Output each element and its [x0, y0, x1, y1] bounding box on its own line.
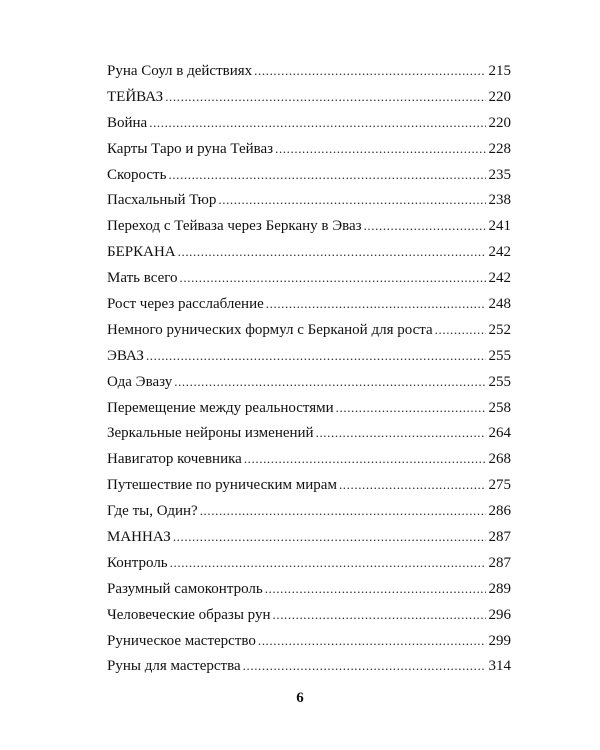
toc-entry-page: 220 [488, 88, 511, 105]
toc-entry-page: 289 [488, 580, 511, 597]
toc-entry-page: 287 [488, 554, 511, 571]
toc-entry[interactable] [107, 524, 511, 550]
toc-entry[interactable] [107, 162, 511, 188]
toc-entry[interactable] [107, 239, 511, 265]
dot-leader [244, 446, 486, 472]
toc-entry-title: Зеркальные нейроны изменений [107, 425, 314, 442]
dot-leader [275, 136, 485, 162]
toc-entry-page: 255 [488, 373, 511, 390]
toc-entry-title: Руны для мастерства [107, 658, 241, 675]
toc-entry[interactable] [107, 187, 511, 213]
toc-entry-page: 264 [488, 425, 511, 442]
toc-entry[interactable] [107, 84, 511, 110]
toc-entry-title: Руническое мастерство [107, 632, 256, 649]
toc-entry[interactable] [107, 136, 511, 162]
toc-entry[interactable] [107, 369, 511, 395]
dot-leader [165, 84, 485, 110]
toc-entry[interactable] [107, 110, 511, 136]
toc-entry-page: 286 [488, 503, 511, 520]
toc-entry-title: Мать всего [107, 270, 178, 287]
toc-entry-page: 287 [488, 529, 511, 546]
toc-entry[interactable] [107, 291, 511, 317]
dot-leader [336, 395, 486, 421]
dot-leader [146, 343, 486, 369]
toc-entry-page: 241 [488, 218, 511, 235]
toc-entry-page: 242 [488, 270, 511, 287]
toc-entry[interactable] [107, 653, 511, 679]
toc-entry-title: БЕРКАНА [107, 244, 176, 261]
toc-entry-title: Война [107, 114, 148, 131]
toc-entry-page: 242 [488, 244, 511, 261]
toc-entry-page: 235 [488, 166, 511, 183]
toc-entry-title: Перемещение между реальностями [107, 399, 334, 416]
toc-entry-page: 314 [488, 658, 511, 675]
toc-entry[interactable] [107, 213, 511, 239]
toc-entry-page: 296 [488, 606, 511, 623]
dot-leader [273, 602, 486, 628]
table-of-contents [107, 58, 511, 679]
dot-leader [316, 420, 486, 446]
toc-entry-title: Путешествие по руническим мирам [107, 477, 337, 494]
toc-entry-title: Рост через расслабление [107, 296, 264, 313]
toc-entry-page: 228 [488, 140, 511, 157]
toc-entry[interactable] [107, 628, 511, 654]
dot-leader [149, 110, 485, 136]
toc-entry-title: МАННАЗ [107, 529, 171, 546]
toc-entry-title: ТЕЙВАЗ [107, 88, 164, 105]
toc-entry-page: 275 [488, 477, 511, 494]
page-number: 6 [296, 690, 304, 706]
dot-leader [178, 239, 486, 265]
dot-leader [254, 58, 485, 84]
toc-entry-title: Карты Таро и руна Тейваз [107, 140, 274, 157]
toc-entry-page: 252 [488, 321, 511, 338]
toc-entry[interactable] [107, 420, 511, 446]
toc-entry-page: 268 [488, 451, 511, 468]
toc-entry-title: ЭВАЗ [107, 347, 144, 364]
dot-leader [339, 472, 486, 498]
dot-leader [168, 162, 485, 188]
toc-entry-title: Разумный самоконтроль [107, 580, 263, 597]
toc-entry[interactable] [107, 265, 511, 291]
toc-entry-title: Человеческие образы рун [107, 606, 271, 623]
toc-entry-title: Контроль [107, 554, 168, 571]
toc-entry-title: Руна Соул в действиях [107, 63, 253, 79]
toc-entry-page: 255 [488, 347, 511, 364]
dot-leader [243, 653, 486, 679]
toc-entry[interactable] [107, 576, 511, 602]
toc-entry-page: 215 [488, 63, 511, 79]
toc-entry-page: 258 [488, 399, 511, 416]
toc-entry-title: Навигатор кочевника [107, 451, 242, 468]
toc-entry[interactable] [107, 446, 511, 472]
toc-entry-title: Скорость [107, 166, 167, 183]
toc-entry[interactable] [107, 58, 511, 84]
dot-leader [200, 498, 486, 524]
dot-leader [170, 550, 486, 576]
toc-entry-title: Немного рунических формул с Берканой для роста [107, 321, 433, 338]
dot-leader [180, 265, 486, 291]
toc-entry-title: Пасхальный Тюр [107, 192, 217, 209]
toc-entry-title: Где ты, Один? [107, 503, 198, 520]
dot-leader [435, 317, 486, 343]
dot-leader [218, 187, 485, 213]
dot-leader [258, 628, 486, 654]
toc-entry[interactable] [107, 343, 511, 369]
toc-entry[interactable] [107, 395, 511, 421]
dot-leader [266, 291, 486, 317]
toc-entry-page: 248 [488, 296, 511, 313]
dot-leader [174, 369, 485, 395]
toc-entry[interactable] [107, 498, 511, 524]
toc-entry-title: Ода Эвазу [107, 373, 173, 390]
toc-entry[interactable] [107, 550, 511, 576]
dot-leader [173, 524, 486, 550]
toc-entry-page: 238 [488, 192, 511, 209]
toc-entry[interactable] [107, 472, 511, 498]
toc-entry[interactable] [107, 317, 511, 343]
toc-entry-page: 220 [488, 114, 511, 131]
toc-entry-page: 299 [488, 632, 511, 649]
toc-entry[interactable] [107, 602, 511, 628]
toc-entry-title: Переход с Тейваза через Беркану в Эваз [107, 218, 362, 235]
dot-leader [265, 576, 486, 602]
dot-leader [364, 213, 486, 239]
